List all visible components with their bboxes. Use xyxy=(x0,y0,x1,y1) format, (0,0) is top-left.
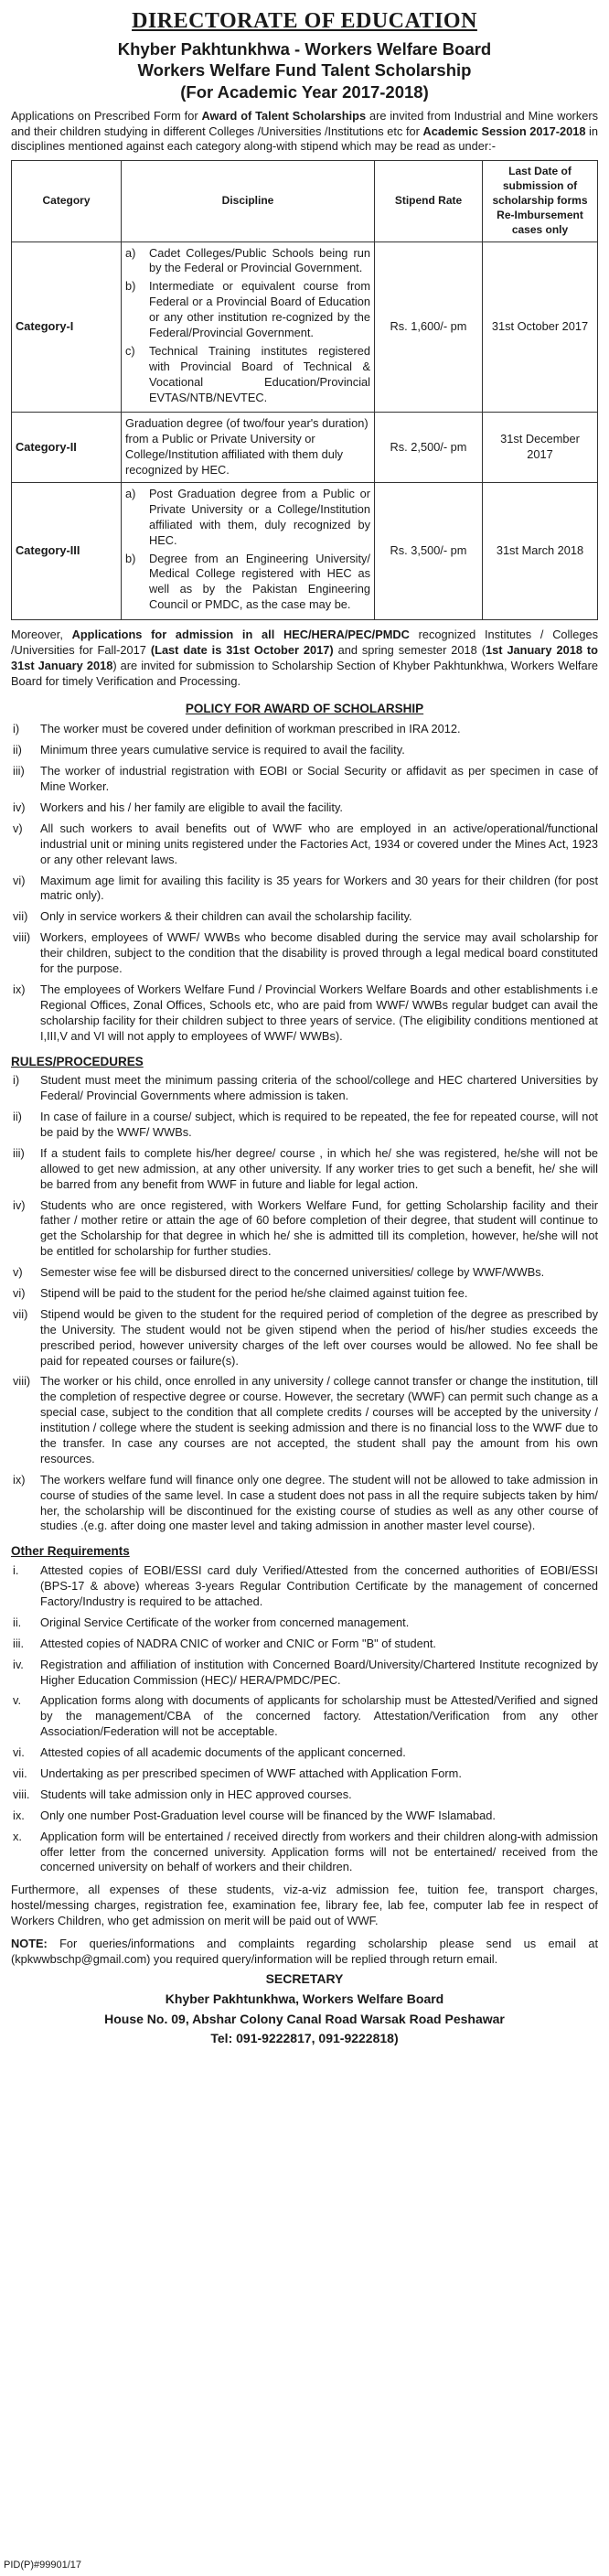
date-cell: 31st October 2017 xyxy=(483,242,598,413)
item-marker: i) xyxy=(13,722,20,736)
item-text: Cadet Colleges/Public Schools being run by the Federal or Provincial Government. xyxy=(149,245,370,275)
item-text: Application form will be entertained / received directly from workers and their children along-with admission offer letter from the concerned university. Application forms will not be entertained/ received from the concerned university on behalf of workers and their children. xyxy=(40,1829,598,1874)
rules-list xyxy=(11,1073,598,1534)
item-text: Degree from an Engineering University/ Medical College registered with HEC as well as by the Pakistan Engineering Council or PMDC, as the case may be. xyxy=(149,551,370,612)
item-text: The worker or his child, once enrolled in any university / college cannot transfer or change the institution, till the completion of respective degree or course. However, the secretary (WWF) can permit such change as a special case, subject to the condition that all complete credits / courses will be accepted by the university / institution / college where the student is seeking admission and there is no financial loss to the WWF due to the transfer. In case any courses are not accepted, the student shall pay the amount from his own resources. xyxy=(40,1374,598,1465)
item-marker: b) xyxy=(125,279,136,294)
discipline-cell: Graduation degree (of two/four year's duration) from a Public or Private University or College/Institution affiliated with them duly recognized by HEC. xyxy=(122,413,375,483)
para-text: and spring semester 2018 ( xyxy=(333,642,486,657)
list-item xyxy=(11,982,598,1045)
para-bold: Applications for admission in all HEC/HERA/PEC/PMDC xyxy=(71,628,410,642)
list-item xyxy=(11,1374,598,1466)
furthermore-paragraph: Furthermore, all expenses of these students, viz-a-viz admission fee, tuition fee, transport charges, hostel/messing charges, registration fee, examination fee, library fee, lab fee, computer lab fee in respect of Workers Children, who get admission on merit will be paid out of WWF. xyxy=(11,1883,598,1928)
list-item xyxy=(11,764,598,795)
subtitle-year: (For Academic Year 2017-2018) xyxy=(180,82,429,102)
item-text: Application forms along with documents of applicants for scholarship must be Attested/Verified and signed by the management/CBA of the concerned factory. Attestation/Verification from any other Association/Federation will not be acceptable. xyxy=(40,1693,598,1739)
col-stipend: Stipend Rate xyxy=(375,161,483,242)
list-item xyxy=(11,1473,598,1535)
item-marker: b) xyxy=(125,551,136,565)
item-text: Registration and affiliation of institution with Concerned Board/University/Chartered Institute recognized by Higher Education Commission (HEC)/ HERA/PMDC/PEC. xyxy=(40,1657,598,1687)
item-text: In case of failure in a course/ subject, which is required to be repeated, the fee for repeated course, will not be paid by the WWF/ WWBs. xyxy=(40,1110,598,1139)
list-item xyxy=(11,1658,598,1689)
col-last-date: Last Date of submission of scholarship forms Re-Imbursement cases only xyxy=(483,161,598,242)
list-item xyxy=(125,552,370,614)
discipline-cell xyxy=(122,482,375,619)
intro-text: are invited from Industrial and Mine workers and their children studying in different Colleges /Universities /Institutions etc for xyxy=(11,108,598,138)
list-item xyxy=(11,1307,598,1369)
intro-paragraph xyxy=(11,109,598,156)
item-text: Students who are once registered, with Workers Welfare Fund, for getting Scholarship facility and their father / mother retire or attain the age of 60 before completion of their degree, that student will continue to get the Scholarship for that degree in which he/ she is admitted till its completion, however, he/she will not be entitled for scholarship for further studies. xyxy=(40,1197,598,1259)
list-item xyxy=(11,1830,598,1876)
list-item xyxy=(11,1637,598,1652)
item-marker: v) xyxy=(13,821,23,835)
item-text: Workers and his / her family are eligible to avail the facility. xyxy=(40,800,343,815)
list-item xyxy=(11,1745,598,1761)
intro-bold: Award of Talent Scholarships xyxy=(201,108,367,123)
item-marker: i. xyxy=(13,1563,19,1578)
rules-heading: RULES/PROCEDURES xyxy=(11,1054,144,1068)
item-marker: ix) xyxy=(13,1472,26,1487)
date-cell: 31st March 2018 xyxy=(483,482,598,619)
item-text: Technical Training institutes registered with Provincial Board of Technical & Vocational Education/Provincial EVTAS/NTB/NEVTEC. xyxy=(149,343,370,404)
item-text: Original Service Certificate of the worker from concerned management. xyxy=(40,1615,410,1629)
pid-number: PID(P)#99901/17 xyxy=(4,2560,81,2571)
item-marker: ix) xyxy=(13,982,26,996)
para-text: Moreover, xyxy=(11,628,72,642)
stipend-cell: Rs. 1,600/- pm xyxy=(375,242,483,413)
list-item xyxy=(11,821,598,868)
item-marker: a) xyxy=(125,486,136,500)
page-title: DIRECTORATE OF EDUCATION xyxy=(132,9,477,33)
item-marker: viii) xyxy=(13,1374,31,1389)
item-marker: c) xyxy=(125,343,135,358)
item-text: Post Graduation degree from a Public or Private University or a College/Institution affiliated with them, duly recognized by HEC. xyxy=(149,486,370,547)
signature-org: Khyber Pakhtunkhwa, Workers Welfare Board xyxy=(165,1991,444,2006)
category-cell: Category-II xyxy=(12,413,122,483)
stipend-cell: Rs. 2,500/- pm xyxy=(375,413,483,483)
item-text: Only in service workers & their children can avail the scholarship facility. xyxy=(40,909,412,924)
item-text: Attested copies of EOBI/ESSI card duly Verified/Attested from the concerned authorities of EOBI/ESSI (BPS-17 & above) whereas 3-years Regular Contribution Certificate by the management of concerned Factory/Industry is required to be attached. xyxy=(40,1563,598,1608)
note-label: NOTE: xyxy=(11,1936,48,1950)
table-row xyxy=(12,482,598,619)
list-item xyxy=(11,1146,598,1193)
item-text: The worker must be covered under definition of workman prescribed in IRA 2012. xyxy=(40,722,461,736)
item-marker: vi) xyxy=(13,1286,26,1300)
item-marker: ii) xyxy=(13,743,22,757)
intro-text: in disciplines mentioned against each category along-with stipend which may be read as under:- xyxy=(11,123,598,154)
list-item xyxy=(11,1110,598,1141)
list-item xyxy=(11,930,598,977)
list-item xyxy=(11,1615,598,1631)
category-cell: Category-I xyxy=(12,242,122,413)
list-item xyxy=(11,1693,598,1740)
item-marker: i) xyxy=(13,1073,20,1088)
item-text: Minimum three years cumulative service is required to avail the facility. xyxy=(40,743,405,757)
item-text: Semester wise fee will be disbursed direct to the concerned universities/ college by WWF/WWBs. xyxy=(40,1265,545,1280)
list-item xyxy=(125,246,370,277)
signature-address: House No. 09, Abshar Colony Canal Road Warsak Road Peshawar xyxy=(104,2011,505,2026)
list-item xyxy=(11,800,598,816)
item-marker: iii) xyxy=(13,1145,25,1160)
para-bold: (Last date is 31st October 2017) xyxy=(150,642,334,657)
list-item xyxy=(11,1563,598,1610)
list-item xyxy=(11,722,598,737)
intro-bold: Academic Session 2017-2018 xyxy=(422,123,586,138)
item-marker: iv) xyxy=(13,800,26,815)
scholarship-table xyxy=(11,160,598,620)
item-marker: ii. xyxy=(13,1615,22,1629)
list-item xyxy=(11,1809,598,1824)
para-text: ) are invited for submission to Scholarship Section of Khyber Pakhtunkhwa, Workers Welfare Board for timely Verification and Processing. xyxy=(11,658,598,688)
item-marker: iv) xyxy=(13,1197,26,1212)
item-text: Undertaking as per prescribed specimen of WWF attached with Application Form. xyxy=(40,1766,462,1780)
item-text: Maximum age limit for availing this facility is 35 years for Workers and 30 years for their children (for post matric only). xyxy=(40,873,598,903)
item-marker: x. xyxy=(13,1829,22,1843)
list-item xyxy=(125,344,370,406)
table-row xyxy=(12,242,598,413)
item-marker: vii) xyxy=(13,909,28,924)
table-header-row xyxy=(12,161,598,242)
list-item xyxy=(125,487,370,549)
item-text: Attested copies of NADRA CNIC of worker and CNIC or Form "B" of student. xyxy=(40,1636,436,1650)
list-item xyxy=(11,1286,598,1302)
signature-designation: SECRETARY xyxy=(265,1970,344,1986)
item-text: If a student fails to complete his/her degree/ course , in which he/ she was registered, he/she will not be allowed to get new admission, at any other university. If any worker tries to get such a benefit, he/ she will be barred from any benefit from WWF in future and liable for legal action. xyxy=(40,1145,598,1191)
signature-tel: Tel: 091-9222817, 091-9222818) xyxy=(210,2031,399,2046)
other-requirements-heading: Other Requirements xyxy=(11,1544,130,1559)
item-marker: vii) xyxy=(13,1306,28,1321)
item-marker: vi) xyxy=(13,873,26,887)
list-item xyxy=(11,1265,598,1281)
moreover-paragraph xyxy=(11,628,598,690)
policy-list xyxy=(11,722,598,1044)
policy-heading: POLICY FOR AWARD OF SCHOLARSHIP xyxy=(185,701,424,715)
item-text: Student must meet the minimum passing criteria of the school/college and HEC chartered Universities by Federal/ Provincial Governments where admission is taken. xyxy=(40,1073,598,1103)
other-requirements-list xyxy=(11,1563,598,1875)
item-text: Attested copies of all academic documents of the applicant concerned. xyxy=(40,1745,406,1760)
para-bold: 1st January 2018 to 31st January 2018 xyxy=(11,642,598,672)
list-item xyxy=(125,279,370,341)
note-text: For queries/informations and complaints regarding scholarship please send us email at (kpkwwbschp@gmail.com) you required query/information will be replied through return email. xyxy=(11,1936,598,1966)
item-marker: vi. xyxy=(13,1745,25,1760)
item-marker: v) xyxy=(13,1265,23,1280)
stipend-cell: Rs. 3,500/- pm xyxy=(375,482,483,619)
subtitle-scholarship: Workers Welfare Fund Talent Scholarship xyxy=(137,60,472,80)
para-text: recognized Institutes / Colleges /Universities for Fall-2017 xyxy=(11,628,598,657)
item-marker: iv. xyxy=(13,1657,24,1671)
item-marker: v. xyxy=(13,1693,22,1708)
item-text: Stipend would be given to the student for the required period of completion of the degree as prescribed by the University. The student would not be given stipend when the period of his/her studies exceeds the prescribed period, however university charges of the left over courses would be allowed. No fee shall be paid for repeated courses or failure(s). xyxy=(40,1306,598,1368)
item-text: Intermediate or equivalent course from Federal or a Provincial Board of Education or any other institution re-cognized by the Federal/Provincial Government. xyxy=(149,279,370,339)
note-paragraph xyxy=(11,1937,598,1968)
item-text: Stipend will be paid to the student for the period he/she claimed against tuition fee. xyxy=(40,1286,468,1300)
item-marker: viii. xyxy=(13,1787,30,1801)
item-text: Only one number Post-Graduation level course will be financed by the WWF Islamabad. xyxy=(40,1808,496,1822)
item-text: All such workers to avail benefits out of WWF who are employed in an active/operational/functional industrial unit or mining units registered under the Factories Act, 1934 or covered under the Mines Act, 1923 or any other relevant laws. xyxy=(40,821,598,866)
col-discipline: Discipline xyxy=(122,161,375,242)
item-text: The employees of Workers Welfare Fund / Provincial Workers Welfare Boards and other establishments i.e Regional Offices, Zonal Offices, Schools etc, who are paid from WWF/ WWBs regular budget can avail the scholarship facility for their children subject to three years of service. (The eligibility conditions mentioned at I,III,V and VI will not apply to employees of WWF/ WWBs). xyxy=(40,982,598,1043)
list-item xyxy=(11,874,598,905)
subtitle-board: Khyber Pakhtunkhwa - Workers Welfare Board xyxy=(117,38,492,59)
item-marker: iii. xyxy=(13,1636,25,1650)
item-marker: vii. xyxy=(13,1766,27,1780)
item-text: Students will take admission only in HEC approved courses. xyxy=(40,1787,352,1801)
item-marker: iii) xyxy=(13,764,25,778)
list-item xyxy=(11,1766,598,1782)
intro-text: Applications on Prescribed Form for xyxy=(11,108,202,123)
table-row xyxy=(12,413,598,483)
item-marker: ix. xyxy=(13,1808,25,1822)
list-item xyxy=(11,909,598,925)
item-text: The workers welfare fund will finance only one degree. The student will not be allowed to take admission in course of studies of the same level. In case a student does not pass in all the require subjects taken by him/ her, the scholarship will be discontinued for the existing course of studies as well as any other course of studies .(e.g. after doing one master level and taking admission in another master level course). xyxy=(40,1472,598,1533)
item-text: Workers, employees of WWF/ WWBs who become disabled during the service may avail scholarship for their children, subject to the condition that the disability is proved through a legal medical board constituted for the purpose. xyxy=(40,930,598,976)
category-cell: Category-III xyxy=(12,482,122,619)
list-item xyxy=(11,1073,598,1104)
list-item xyxy=(11,743,598,758)
item-marker: a) xyxy=(125,245,136,260)
list-item xyxy=(11,1787,598,1803)
item-marker: ii) xyxy=(13,1110,22,1124)
date-cell: 31st December 2017 xyxy=(483,413,598,483)
item-text: The worker of industrial registration with EOBI or Social Security or affidavit as per specimen in case of Mine Worker. xyxy=(40,764,598,794)
discipline-cell xyxy=(122,242,375,413)
col-category: Category xyxy=(12,161,122,242)
item-marker: viii) xyxy=(13,930,31,945)
list-item xyxy=(11,1198,598,1261)
